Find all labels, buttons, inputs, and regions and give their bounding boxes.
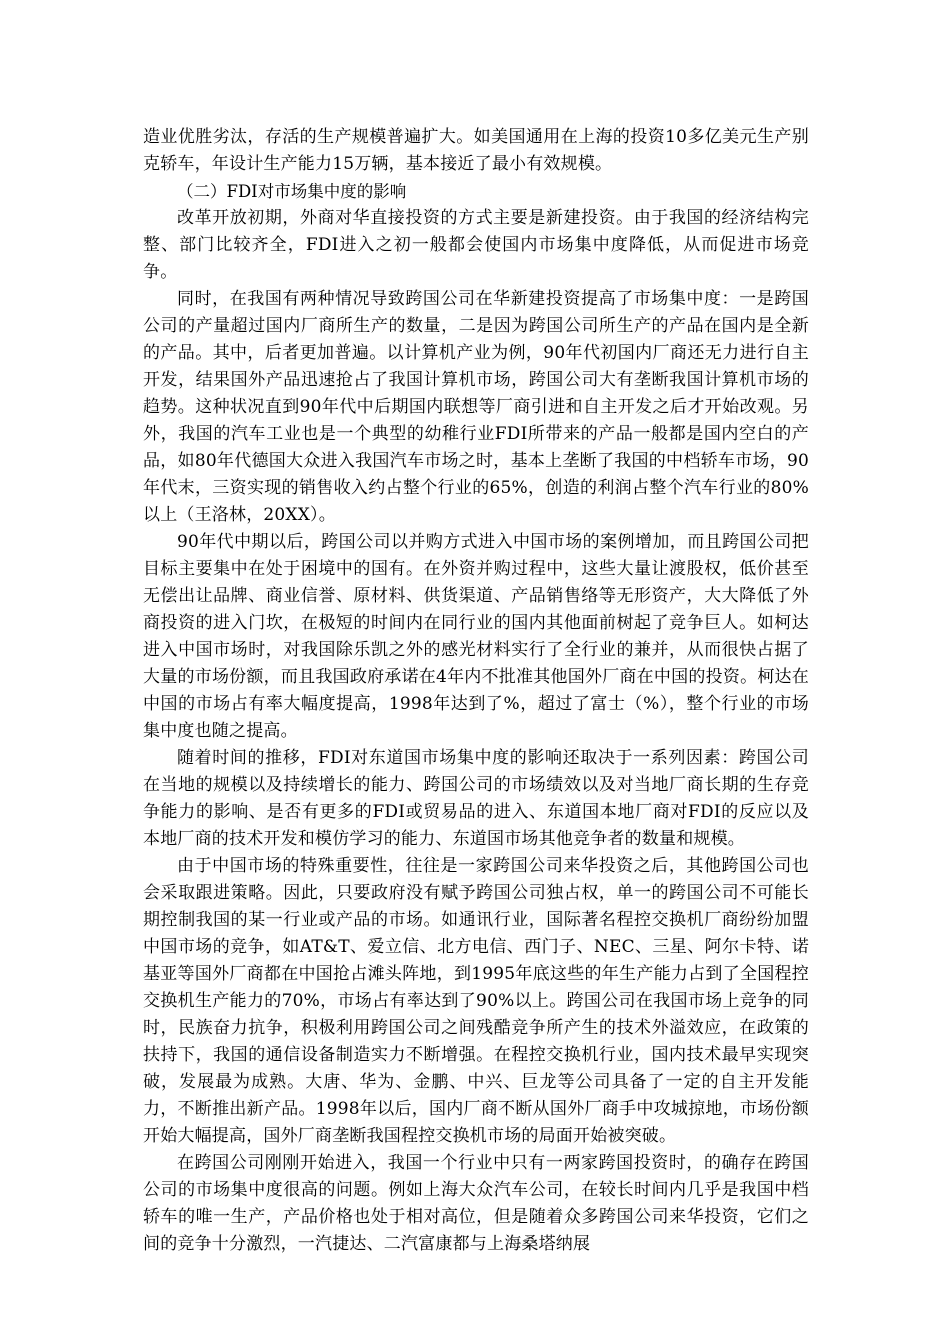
paragraph: 90年代中期以后，跨国公司以并购方式进入中国市场的案例增加，而且跨国公司把目标主要集中在处于困境中的国有。在外资并购过程中，这些大量让渡股权，低价甚至无偿出让品牌、商业信誉、原材料、供货渠道、产品销售络等无形资产，大大降低了外商投资的进入门坎，在极短的时间内在同行业的国内其他面前树起了竞争巨人。如柯达进入中国市场时，对我国除乐凯之外的感光材料实行了全行业的兼并，从而很快占据了大量的市场份额，而且我国政府承诺在4年内不批准其他国外厂商在中国的投资。柯达在中国的市场占有率大幅度提高，1998年达到了%，超过了富士（%），整个行业的市场集中度也随之提高。 xyxy=(143,532,809,741)
document-body xyxy=(143,124,809,1258)
paragraph-continuation: 造业优胜劣汰，存活的生产规模普遍扩大。如美国通用在上海的投资10多亿美元生产别克轿车，年设计生产能力15万辆，基本接近了最小有效规模。 xyxy=(143,127,809,174)
paragraph: 由于中国市场的特殊重要性，往往是一家跨国公司来华投资之后，其他跨国公司也会采取跟进策略。因此，只要政府没有赋予跨国公司独占权，单一的跨国公司不可能长期控制我国的某一行业或产品的市场。如通讯行业，国际著名程控交换机厂商纷纷加盟中国市场的竞争，如AT&T、爱立信、北方电信、西门子、NEC、三星、阿尔卡特、诺基亚等国外厂商都在中国抢占滩头阵地，到1995年底这些的年生产能力占到了全国程控交换机生产能力的70%，市场占有率达到了90%以上。跨国公司在我国市场上竞争的同时，民族奋力抗争，积极利用跨国公司之间残酷竞争所产生的技术外溢效应，在政策的扶持下，我国的通信设备制造实力不断增强。在程控交换机行业，国内技术最早实现突破，发展最为成熟。大唐、华为、金鹏、中兴、巨龙等公司具备了一定的自主开发能力，不断推出新产品。1998年以后，国内厂商不断从国外厂商手中攻城掠地，市场份额开始大幅提高，国外厂商垄断我国程控交换机市场的局面开始被突破。 xyxy=(143,856,809,1146)
section-heading: （二）FDI对市场集中度的影响 xyxy=(177,182,407,201)
paragraph: 随着时间的推移，FDI对东道国市场集中度的影响还取决于一系列因素：跨国公司在当地的规模以及持续增长的能力、跨国公司的市场绩效以及对当地厂商长期的生存竞争能力的影响、是否有更多的FDI或贸易品的进入、东道国本地厂商对FDI的反应以及本地厂商的技术开发和模仿学习的能力、东道国市场其他竞争者的数量和规模。 xyxy=(143,748,809,849)
paragraph: 在跨国公司刚刚开始进入，我国一个行业中只有一两家跨国投资时，的确存在跨国公司的市场集中度很高的问题。例如上海大众汽车公司，在较长时间内几乎是我国中档轿车的唯一生产，产品价格也处于相对高位，但是随着众多跨国公司来华投资，它们之间的竞争十分激烈，一汽捷达、二汽富康都与上海桑塔纳展 xyxy=(143,1153,809,1254)
paragraph: 改革开放初期，外商对华直接投资的方式主要是新建投资。由于我国的经济结构完整、部门比较齐全，FDI进入之初一般都会使国内市场集中度降低，从而促进市场竞争。 xyxy=(143,208,809,282)
paragraph: 同时，在我国有两种情况导致跨国公司在华新建投资提高了市场集中度：一是跨国公司的产量超过国内厂商所生产的数量，二是因为跨国公司所生产的产品在国内是全新的产品。其中，后者更加普遍。以计算机产业为例，90年代初国内厂商还无力进行自主开发，结果国外产品迅速抢占了我国计算机市场，跨国公司大有垄断我国计算机市场的趋势。这种状况直到90年代中后期国内联想等厂商引进和自主开发之后才开始改观。另外，我国的汽车工业也是一个典型的幼稚行业FDI所带来的产品一般都是国内空白的产品，如80年代德国大众进入我国汽车市场之时，基本上垄断了我国的中档轿车市场，90年代末，三资实现的销售收入约占整个行业的65%，创造的利润占整个汽车行业的80%以上（王洛林，20XX）。 xyxy=(143,289,809,525)
